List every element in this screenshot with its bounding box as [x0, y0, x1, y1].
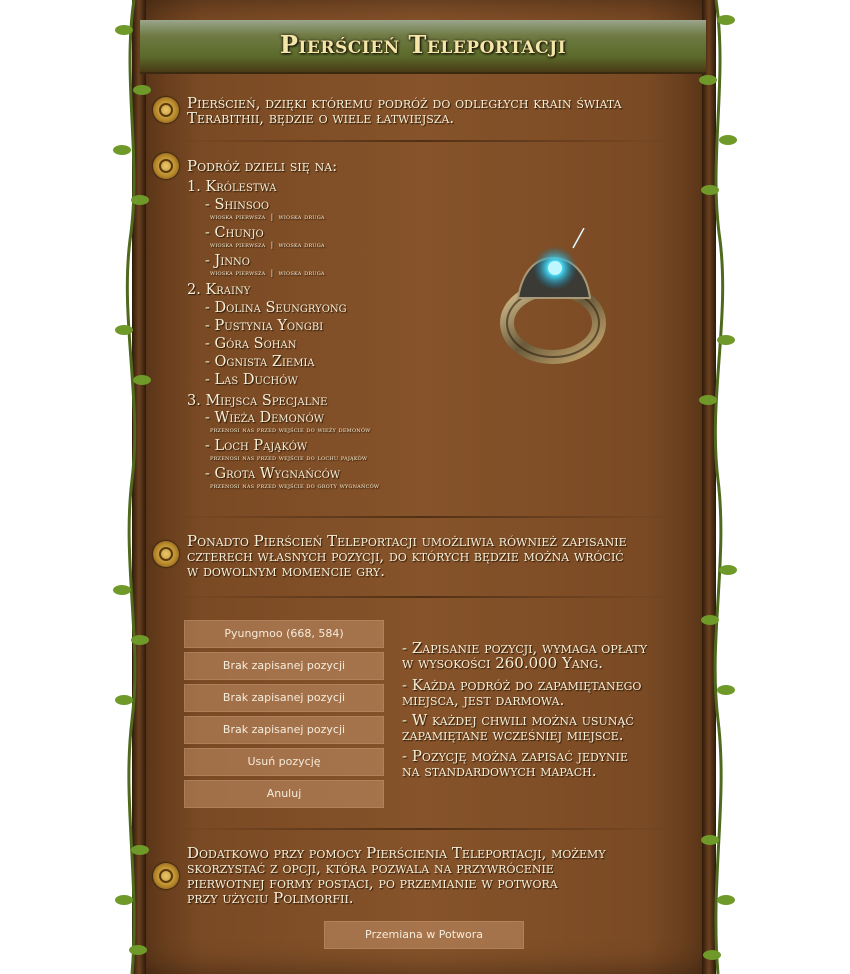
divides-heading: Podróż dzieli się na: [187, 157, 338, 175]
extra-line-3: pierwotnej formy postaci, po przemianie w potwora [187, 874, 558, 892]
extra-line-4: przy użyciu Polimorfii. [187, 889, 354, 907]
note-line: - Pozycję można zapisać jedynie [402, 747, 629, 765]
cancel-button[interactable]: Anuluj [184, 780, 384, 808]
emblem-icon [153, 863, 179, 889]
note-line: - Zapisanie pozycji, wymaga opłaty [402, 639, 648, 657]
section-kingdoms: 1. Królestwa [187, 179, 277, 195]
village-link[interactable]: wioska druga [278, 212, 325, 221]
kingdom-shinsoo: - Shinsoo [205, 197, 270, 213]
note-line: na standardowych mapach. [402, 762, 597, 780]
section-special: 3. Miejsca Specjalne [187, 393, 328, 409]
save-text-line-1: Ponadto Pierścień Teleportacji umożliwia również zapisanie [187, 532, 627, 550]
intro-line-2: Terabithii, będzie o wiele łatwiejsza. [187, 109, 455, 127]
village-link[interactable]: wioska pierwsza [210, 240, 266, 249]
village-link[interactable]: wioska pierwsza [210, 268, 266, 277]
land-item[interactable]: - Las Duchów [205, 372, 298, 388]
special-place-desc: przenosi nas przed wejście do wieży demonów [210, 425, 371, 434]
intro-line-1: Pierścień, dzięki któremu podróż do odległych krain świata [187, 94, 622, 112]
saved-position-3-button[interactable]: Brak zapisanej pozycji [184, 684, 384, 712]
special-place-desc: przenosi nas przed wejście do lochu pająków [210, 453, 368, 462]
divider [172, 828, 672, 830]
note-line: miejsca, jest darmowa. [402, 691, 565, 709]
land-item[interactable]: - Góra Sohan [205, 336, 297, 352]
kingdom-villages [210, 240, 325, 249]
village-separator: | [270, 268, 274, 277]
village-separator: | [270, 212, 274, 221]
special-place[interactable]: - Grota Wygnańców [205, 466, 341, 482]
village-link[interactable]: wioska druga [278, 240, 325, 249]
save-text-line-3: w dowolnym momencie gry. [187, 562, 385, 580]
divider [172, 516, 672, 518]
note-line: zapamiętane wcześniej miejsce. [402, 726, 624, 744]
land-item[interactable]: - Ognista Ziemia [205, 354, 315, 370]
divider [172, 596, 672, 598]
note-line: w wysokości 260.000 Yang. [402, 654, 604, 672]
title-bar [140, 20, 706, 74]
saved-position-2-button[interactable]: Brak zapisanej pozycji [184, 652, 384, 680]
village-separator: | [270, 240, 274, 249]
village-link[interactable]: wioska druga [278, 268, 325, 277]
special-place-desc: przenosi nas przed wejście do groty wygnańców [210, 481, 380, 490]
divider [172, 140, 672, 142]
village-link[interactable]: wioska pierwsza [210, 212, 266, 221]
note-line: - W każdej chwili można usunąć [402, 711, 634, 729]
special-place[interactable]: - Wieża Demonów [205, 410, 325, 426]
kingdom-villages [210, 212, 325, 221]
extra-line-2: skorzystać z opcji, która pozwala na przywrócenie [187, 859, 554, 877]
kingdom-villages [210, 268, 325, 277]
save-text-line-2: czterech własnych pozycji, do których będzie można wrócić [187, 547, 624, 565]
page-title: Pierścień Teleportacji [279, 30, 567, 59]
right-vine-decoration [698, 0, 738, 974]
extra-line-1: Dodatkowo przy pomocy Pierścienia Teleportacji, możemy [187, 844, 606, 862]
kingdom-jinno: - Jinno [205, 253, 250, 269]
emblem-icon [153, 153, 179, 179]
saved-position-1-button[interactable]: Pyungmoo (668, 584) [184, 620, 384, 648]
special-place[interactable]: - Loch Pająków [205, 438, 308, 454]
saved-position-4-button[interactable]: Brak zapisanej pozycji [184, 716, 384, 744]
teleport-ring-image [498, 228, 608, 368]
kingdom-chunjo: - Chunjo [205, 225, 264, 241]
left-vine-decoration [112, 0, 152, 974]
land-item[interactable]: - Pustynia Yongbi [205, 318, 324, 334]
transform-monster-button[interactable]: Przemiana w Potwora [324, 921, 524, 949]
section-lands: 2. Krainy [187, 282, 251, 298]
land-item[interactable]: - Dolina Seungryong [205, 300, 347, 316]
emblem-icon [153, 541, 179, 567]
emblem-icon [153, 97, 179, 123]
delete-position-button[interactable]: Usuń pozycję [184, 748, 384, 776]
note-line: - Każda podróż do zapamiętanego [402, 676, 642, 694]
